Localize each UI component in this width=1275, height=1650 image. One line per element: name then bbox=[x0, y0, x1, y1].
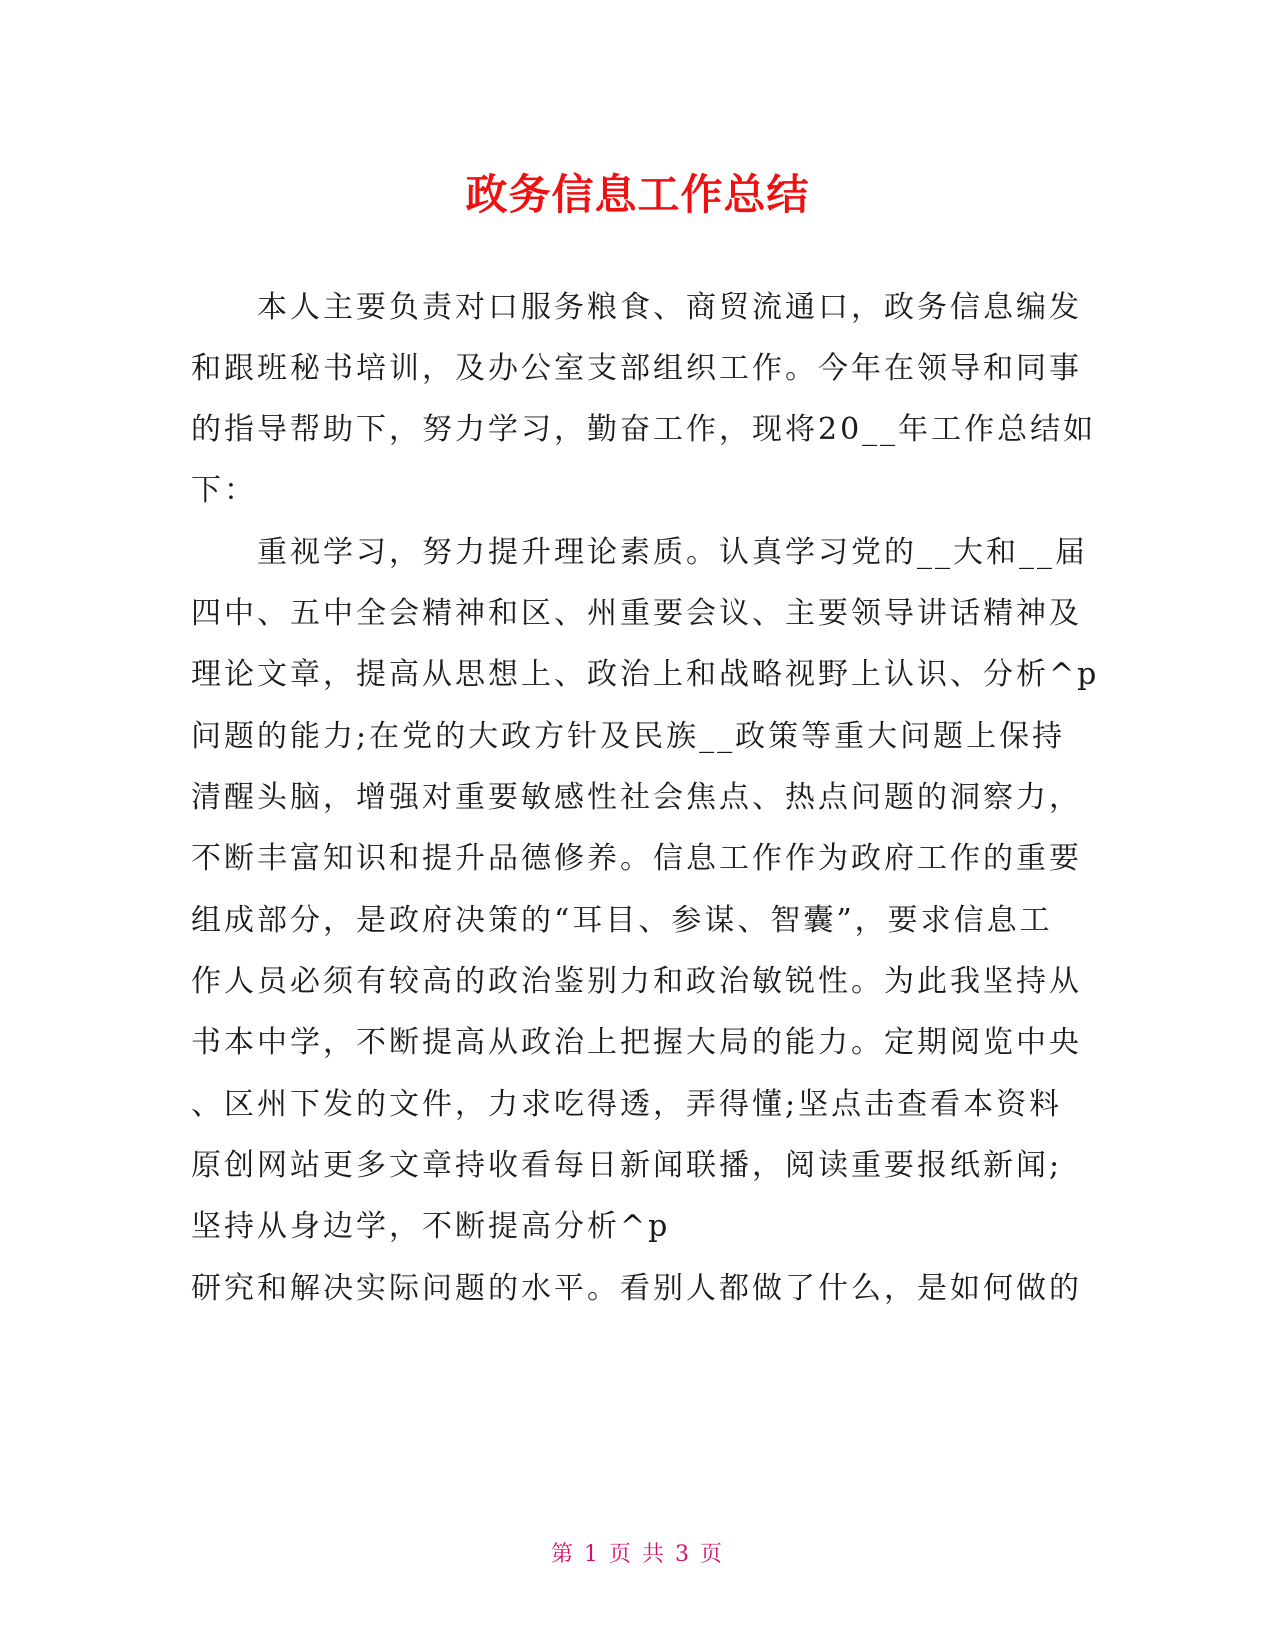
body-line: 下： bbox=[191, 473, 257, 508]
body-line: 研究和解决实际问题的水平。看别人都做了什么，是如何做的 bbox=[191, 1271, 1082, 1306]
body-line: 坚持从身边学，不断提高分析^p bbox=[191, 1209, 671, 1244]
body-line: 重视学习，努力提升理论素质。认真学习党的__大和__届 bbox=[191, 535, 1088, 570]
document-title: 政务信息工作总结 bbox=[465, 170, 810, 219]
body-line: 组成部分，是政府决策的“耳目、参谋、智囊”，要求信息工 bbox=[191, 903, 1053, 938]
body-line: 四中、五中全会精神和区、州重要会议、主要领导讲话精神及 bbox=[191, 596, 1082, 631]
body-line: 问题的能力;在党的大政方针及民族__政策等重大问题上保持 bbox=[191, 719, 1066, 754]
body-line: 和跟班秘书培训，及办公室支部组织工作。今年在领导和同事 bbox=[191, 351, 1082, 386]
body-line: 清醒头脑，增强对重要敏感性社会焦点、热点问题的洞察力， bbox=[191, 780, 1082, 815]
body-line: 原创网站更多文章持收看每日新闻联播，阅读重要报纸新闻; bbox=[191, 1148, 1063, 1183]
body-line: 书本中学，不断提高从政治上把握大局的能力。定期阅览中央 bbox=[191, 1025, 1082, 1060]
body-line: 、区州下发的文件，力求吃得透，弄得懂;坚点击查看本资料 bbox=[191, 1087, 1063, 1122]
body-line: 理论文章，提高从思想上、政治上和战略视野上认识、分析^p bbox=[191, 657, 1100, 692]
page-number-footer: 第 1 页 共 3 页 bbox=[551, 1542, 724, 1567]
body-line: 不断丰富知识和提升品德修养。信息工作作为政府工作的重要 bbox=[191, 841, 1082, 876]
body-line: 的指导帮助下，努力学习，勤奋工作，现将20__年工作总结如 bbox=[191, 412, 1097, 447]
body-line: 本人主要负责对口服务粮食、商贸流通口，政务信息编发 bbox=[191, 290, 1082, 325]
body-line: 作人员必须有较高的政治鉴别力和政治敏锐性。为此我坚持从 bbox=[191, 964, 1082, 999]
